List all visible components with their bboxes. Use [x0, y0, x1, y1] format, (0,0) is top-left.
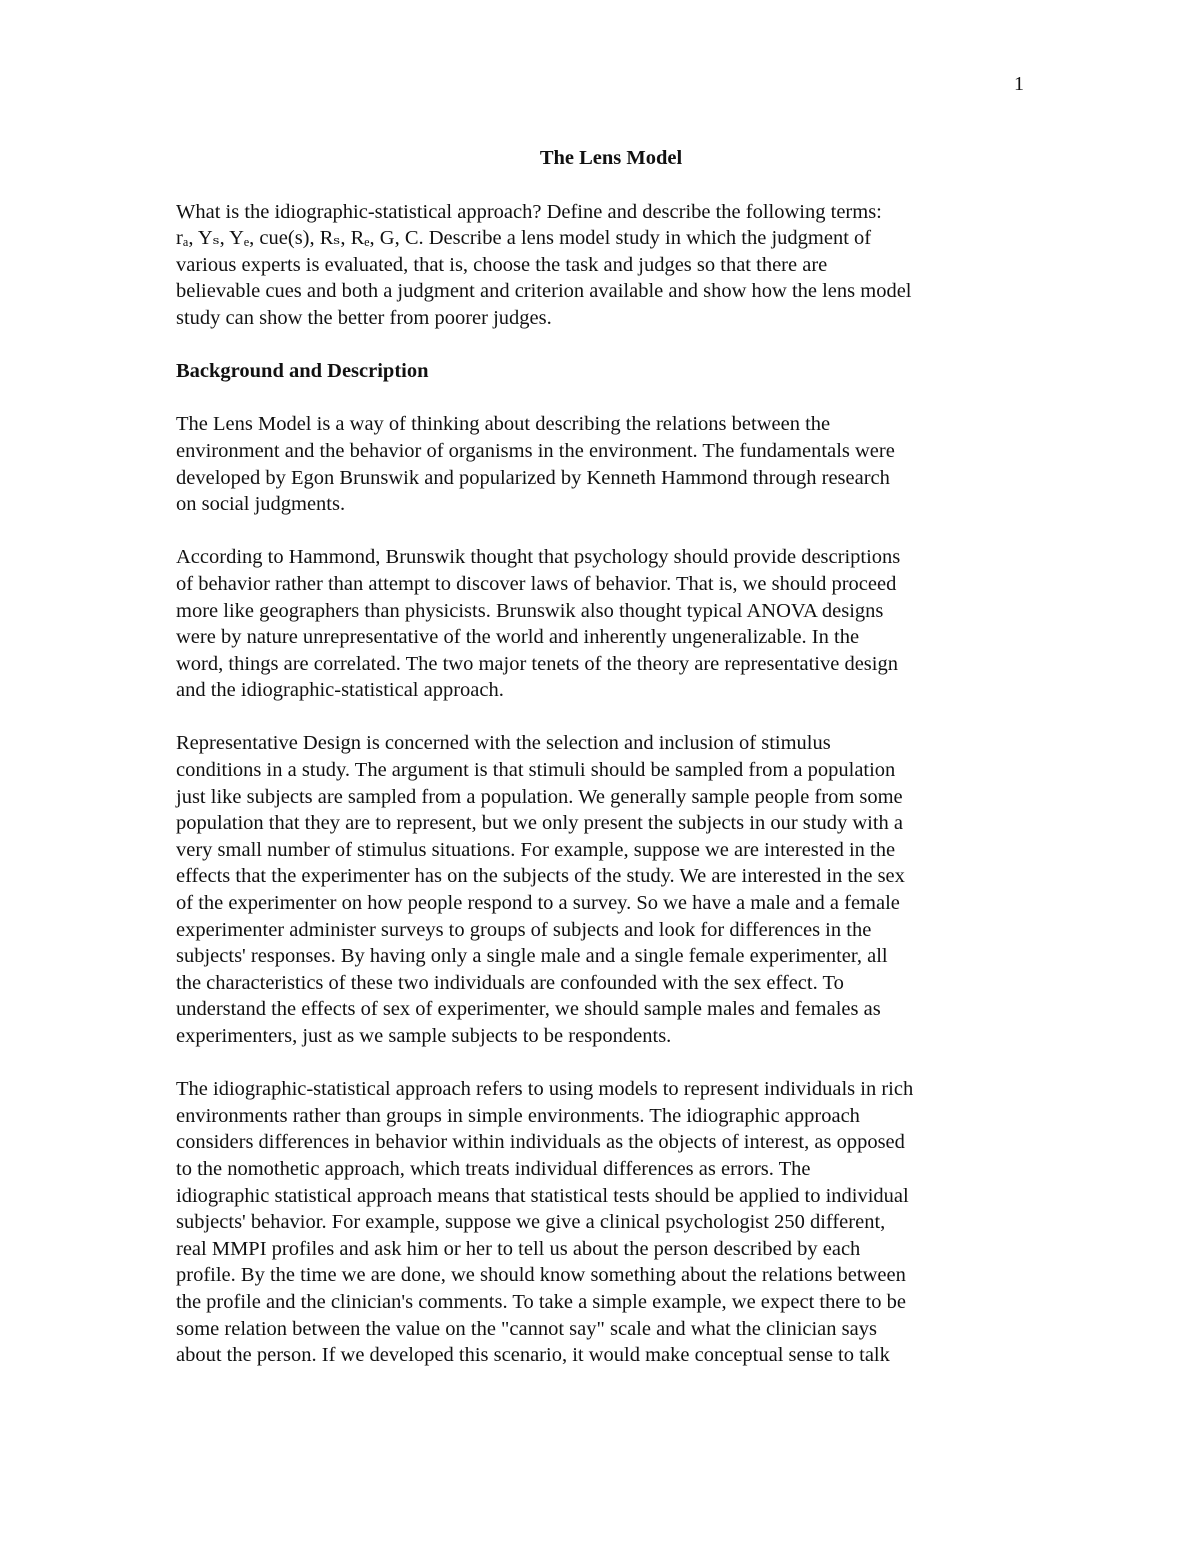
body-paragraph — [176, 544, 1046, 704]
text-line: about the person. If we developed this scenario, it would make conceptual sense to talk — [176, 1344, 890, 1367]
text-line: believable cues and both a judgment and criterion available and show how the lens model — [176, 280, 912, 303]
text-line: real MMPI profiles and ask him or her to tell us about the person described by each — [176, 1237, 861, 1260]
text-line: some relation between the value on the "cannot say" scale and what the clinician says — [176, 1317, 877, 1340]
text-line: more like geographers than physicists. Brunswik also thought typical ANOVA designs — [176, 599, 884, 622]
text-line: Representative Design is concerned with the selection and inclusion of stimulus — [176, 732, 831, 755]
text-line: just like subjects are sampled from a population. We generally sample people from some — [176, 785, 903, 808]
prompt-paragraph — [176, 199, 1046, 332]
text-line: The idiographic-statistical approach refers to using models to represent individuals in rich — [176, 1078, 914, 1101]
text-line: considers differences in behavior within individuals as the objects of interest, as opposed — [176, 1131, 905, 1154]
text-line: the characteristics of these two individuals are confounded with the sex effect. To — [176, 971, 844, 994]
text-line: and the idiographic-statistical approach. — [176, 679, 504, 702]
text-line: very small number of stimulus situations. For example, suppose we are interested in the — [176, 838, 896, 861]
text-line: effects that the experimenter has on the subjects of the study. We are interested in the sex — [176, 865, 905, 888]
text-line: experimenters, just as we sample subjects to be respondents. — [176, 1025, 672, 1047]
page-number: 1 — [1014, 73, 1024, 95]
text-line: of the experimenter on how people respond to a survey. So we have a male and a female — [176, 892, 900, 915]
text-line: profile. By the time we are done, we should know something about the relations between — [176, 1264, 906, 1287]
body-paragraph — [176, 730, 1046, 1049]
text-line: environments rather than groups in simple environments. The idiographic approach — [176, 1104, 860, 1127]
text-line: various experts is evaluated, that is, choose the task and judges so that there are — [176, 253, 828, 276]
text-line: subjects' behavior. For example, suppose we give a clinical psychologist 250 different, — [176, 1211, 886, 1234]
text-line: The Lens Model is a way of thinking about describing the relations between the — [176, 413, 831, 436]
text-line: of behavior rather than attempt to discover laws of behavior. That is, we should proceed — [176, 572, 897, 595]
body-paragraph — [176, 1076, 1046, 1369]
document-body — [176, 145, 1046, 1395]
document-title: The Lens Model — [539, 147, 683, 169]
text-line: conditions in a study. The argument is that stimuli should be sampled from a population — [176, 759, 896, 782]
text-line: idiographic statistical approach means that statistical tests should be applied to individual — [176, 1184, 909, 1207]
text-line: According to Hammond, Brunswik thought that psychology should provide descriptions — [176, 546, 901, 569]
text-line: subjects' responses. By having only a single male and a single female experimenter, all — [176, 945, 888, 968]
text-line: word, things are correlated. The two major tenets of the theory are representative design — [176, 652, 898, 675]
text-line: on social judgments. — [176, 493, 346, 516]
text-line: understand the effects of sex of experimenter, we should sample males and females as — [176, 998, 881, 1021]
text-line: were by nature unrepresentative of the world and inherently ungeneralizable. In the — [176, 626, 860, 649]
text-line: to the nomothetic approach, which treats individual differences as errors. The — [176, 1157, 811, 1180]
section-heading: Background and Description — [176, 360, 429, 383]
text-line: What is the idiographic-statistical approach? Define and describe the following terms: — [176, 200, 882, 223]
text-line: study can show the better from poorer judges. — [176, 306, 552, 329]
text-line: the profile and the clinician's comments. To take a simple example, we expect there to be — [176, 1290, 906, 1313]
text-line: environment and the behavior of organisms in the environment. The fundamentals were — [176, 439, 895, 462]
text-line: population that they are to represent, but we only present the subjects in our study with a — [176, 812, 904, 835]
body-paragraph — [176, 411, 1046, 517]
text-line: experimenter administer surveys to groups of subjects and look for differences in the — [176, 918, 872, 941]
text-line: rₐ, Yₛ, Yₑ, cue(s), Rₛ, Rₑ, G, C. Describe a lens model study in which the judgment of — [176, 227, 872, 250]
text-line: developed by Egon Brunswik and popularized by Kenneth Hammond through research — [176, 466, 890, 489]
